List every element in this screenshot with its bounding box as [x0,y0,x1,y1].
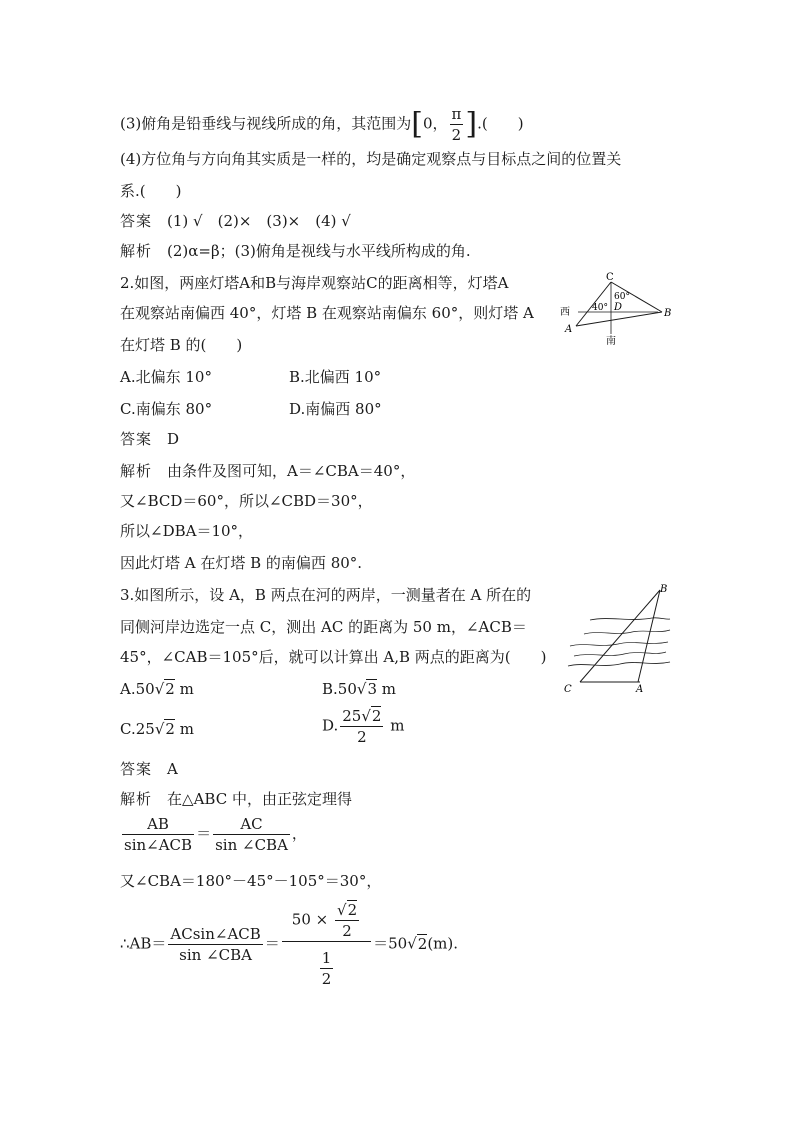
answer-label: 答案 [120,430,153,448]
item-3-suffix: .( ) [477,114,524,133]
label-west: 西 [560,307,570,318]
label-a: A [565,324,573,335]
line-cb [580,590,660,682]
analysis-text: 在△ABC 中，由正弦定理得 [167,790,352,808]
answer-label: 答案 [120,212,153,230]
range-zero: 0， [422,114,448,133]
range-left-bracket: [ [411,106,423,142]
near-bank [568,662,670,666]
q2-option-a: A.北偏东 10° [120,368,212,386]
q3-stem-line-3: 45°，∠CAB＝105°后，就可以计算出 A,B 两点的距离为( ) [120,648,547,666]
q3-option-a: A.50√2 m [120,680,194,698]
q1-answer [120,210,351,232]
q3-stem-line-1: 3.如图所示，设 A，B 两点在河的两岸，一测量者在 A 所在的 [120,586,532,604]
wave-1 [584,630,670,634]
compound-fraction: 50 × $\frac{√2}{2}$ $\frac{1}{2}$ [282,900,371,989]
q2-stem-line-3: 在灯塔 B 的( ) [120,336,243,354]
item-3 [120,104,524,145]
analysis-label: 解析 [120,790,153,808]
label-c: C [564,684,572,694]
q3-answer [120,758,178,780]
q3-analysis-line-1 [120,788,352,810]
analysis-label: 解析 [120,242,153,260]
q3-river-figure [560,582,680,694]
wave-2 [570,642,668,646]
ab-result-equation: ∴AB＝ $\frac{\text{ACsin∠ACB}}{\text{sin ∠CBA}}$ ＝ 50 × $\frac{√2}{2}$ $\frac{1}{2}$ ＝50√2(m). [120,901,459,988]
analysis-text: (2)α=β；(3)俯角是视线与水平线所构成的角. [167,242,471,260]
angle-cba-equation: 又∠CBA＝180°－45°－105°＝30°， [120,872,382,890]
q2-lighthouse-figure [556,268,686,348]
angle-60: 60° [614,292,630,302]
item-3-prefix: (3)俯角是铅垂线与视线所成的角，其范围为 [120,114,412,133]
analysis-label: 解析 [120,462,153,480]
q3-option-d: D. $\frac{25√2}{2}$ m [322,707,405,746]
far-bank [590,618,670,620]
answer-text: (1) √ (2)× (3)× (4) √ [167,212,351,230]
q2-option-b: B.北偏西 10° [289,368,382,386]
range-right-bracket: ] [465,106,478,142]
q3-option-b: B.50√3 m [322,680,396,698]
q2-stem-line-1: 2.如图，两座灯塔A和B与海岸观察站C的距离相等，灯塔A [120,274,509,292]
q2-option-d: D.南偏西 80° [289,400,382,418]
q2-answer [120,428,179,450]
q3-stem-line-2: 同侧河岸边选定一点 C，测出 AC 的距离为 50 m，∠ACB＝ [120,618,527,636]
answer-text: A [167,760,178,778]
label-d: D [614,302,623,313]
option-d-fraction: $\frac{25√2}{2}$ [342,707,382,746]
answer-label: 答案 [120,760,153,778]
item-4-line-1: (4)方位角与方向角其实质是一样的，均是确定观察点与目标点之间的位置关 [120,150,622,168]
q2-option-c: C.南偏东 80° [120,400,213,418]
label-south: 南 [606,336,616,347]
label-a: A [636,684,644,694]
q2-stem-line-2: 在观察站南偏西 40°，灯塔 B 在观察站南偏东 60°，则灯塔 A [120,304,534,322]
q2-analysis-line-1 [120,460,415,482]
pi-over-2: $\frac{\pi}{2}$ [451,105,462,144]
label-b: B [660,584,668,595]
item-4-line-2: 系.( ) [120,182,182,200]
q2-analysis-line-4: 因此灯塔 A 在灯塔 B 的南偏西 80°. [120,554,363,572]
line-ab [576,312,662,326]
line-ab [638,590,660,682]
q1-analysis [120,240,471,262]
angle-40: 40° [592,303,608,313]
analysis-text: 由条件及图可知，A＝∠CBA＝40°， [167,462,416,480]
q3-option-c: C.25√2 m [120,720,194,738]
wave-3 [574,652,666,656]
answer-text: D [167,430,180,448]
q2-analysis-line-2: 又∠BCD＝60°，所以∠CBD＝30°， [120,492,373,510]
label-c: C [606,272,614,283]
q2-analysis-line-3: 所以∠DBA＝10°， [120,522,254,540]
law-of-sines-equation: $\frac{AB}{\text{sin∠ACB}}$ ＝ $\frac{AC}{\text{sin ∠CBA}}$ ， [124,815,307,854]
label-b: B [664,308,672,319]
